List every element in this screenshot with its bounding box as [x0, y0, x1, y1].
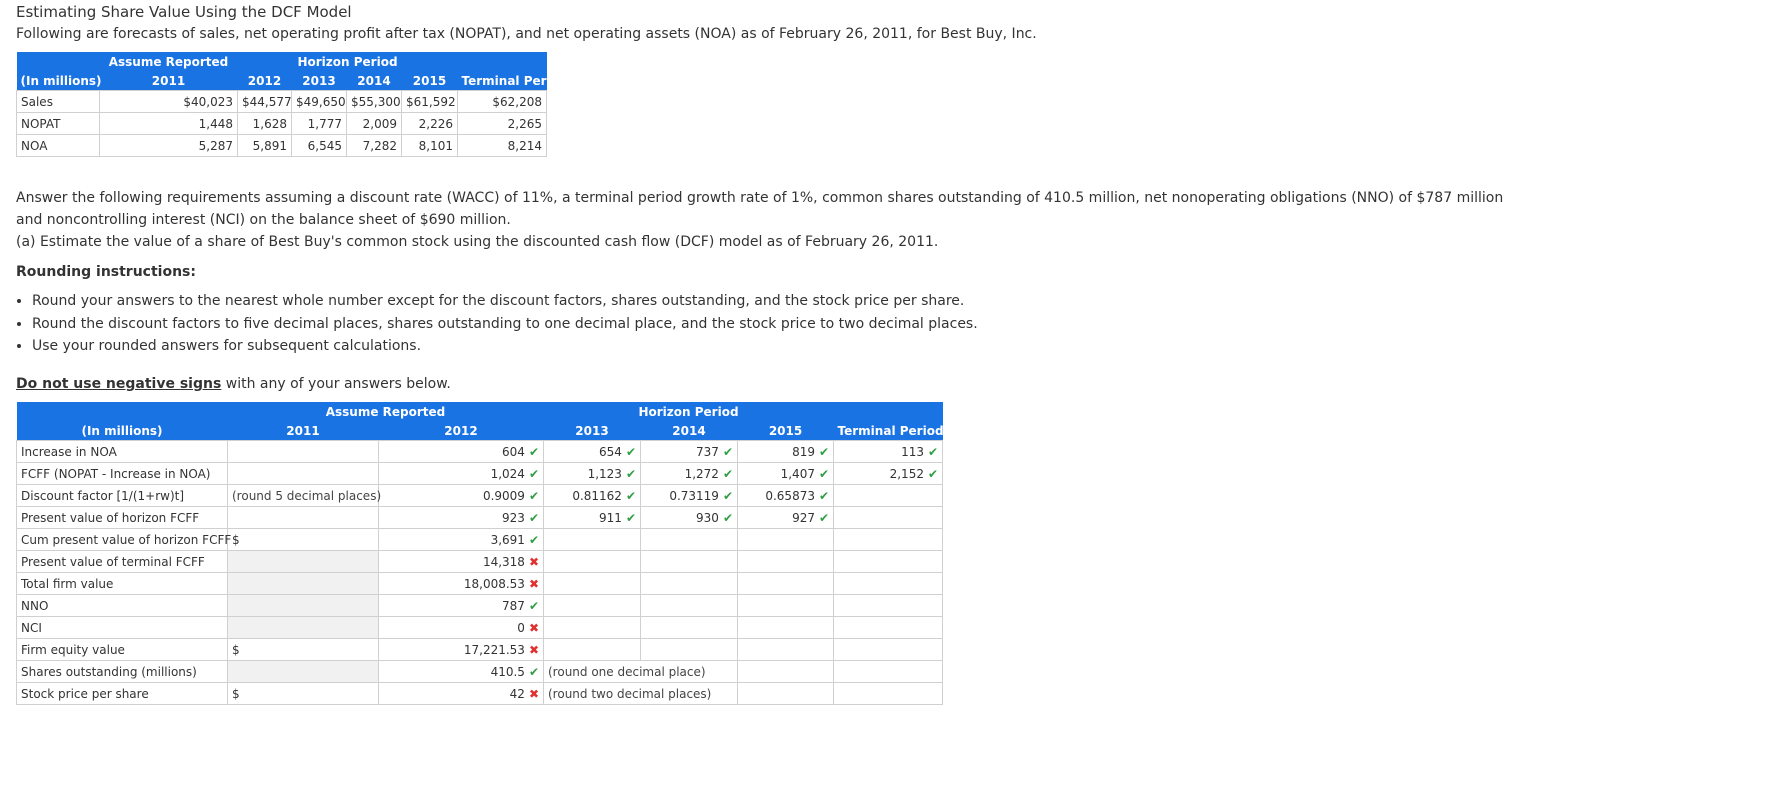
empty-cell	[738, 595, 834, 617]
table-row	[17, 639, 943, 661]
table-cell: 5,891	[238, 135, 292, 157]
empty-cell	[834, 639, 943, 661]
row-label: Present value of terminal FCFF	[17, 551, 228, 573]
row-label: NCI	[17, 617, 228, 639]
table-cell: 2,009	[347, 113, 402, 135]
answer-field[interactable]	[641, 463, 738, 485]
check-icon: ✔	[625, 444, 636, 459]
check-icon: ✔	[818, 444, 830, 459]
note-text: with any of your answers below.	[221, 376, 451, 392]
check-icon: ✔	[625, 510, 636, 525]
row-label: Stock price per share	[17, 683, 228, 705]
answer-value: 3,691	[490, 532, 525, 547]
answer-value: 18,008.53	[463, 576, 525, 591]
header-year: 2013	[544, 421, 641, 441]
empty-cell	[228, 463, 379, 485]
answer-value: 819	[792, 444, 815, 459]
answer-value: 113	[901, 444, 924, 459]
cross-icon: ✖	[528, 642, 539, 657]
empty-cell	[228, 441, 379, 463]
check-icon: ✔	[625, 488, 636, 503]
table-row	[17, 441, 943, 463]
empty-cell	[641, 595, 738, 617]
empty-cell	[834, 507, 943, 529]
currency-prefix: $	[228, 639, 379, 661]
empty-cell	[544, 573, 641, 595]
answer-field[interactable]	[738, 441, 834, 463]
table-cell: 8,214	[458, 135, 547, 157]
answer-value: 787	[502, 598, 525, 613]
row-label: Discount factor [1/(1+rw)t]	[17, 485, 228, 507]
empty-cell	[834, 529, 943, 551]
header-year: 2011	[228, 421, 379, 441]
page-title: Estimating Share Value Using the DCF Model	[16, 3, 352, 21]
answer-field[interactable]	[379, 639, 544, 661]
negative-signs-note	[16, 374, 451, 394]
check-icon: ✔	[528, 598, 539, 613]
answer-field[interactable]	[544, 507, 641, 529]
table-row	[17, 529, 943, 551]
answer-field[interactable]	[379, 441, 544, 463]
header-cell	[834, 402, 943, 421]
empty-cell	[738, 573, 834, 595]
empty-cell	[738, 661, 834, 683]
currency-prefix: $	[228, 529, 379, 551]
table-row	[17, 551, 943, 573]
table-cell: $61,592	[402, 91, 458, 113]
answer-value: 14,318	[482, 554, 525, 569]
check-icon: ✔	[818, 466, 830, 481]
answer-field[interactable]	[641, 485, 738, 507]
answer-field[interactable]	[641, 441, 738, 463]
cross-icon: ✖	[528, 576, 539, 591]
list-item: • Round your answers to the nearest whole number except for the discount factors, shares outstanding, and the stock price per share.	[32, 290, 978, 313]
table-cell: 8,101	[402, 135, 458, 157]
cross-icon: ✖	[528, 554, 539, 569]
check-icon: ✔	[528, 444, 539, 459]
answer-value: 0.73119	[669, 488, 719, 503]
table-cell: 1,777	[292, 113, 347, 135]
empty-cell	[641, 551, 738, 573]
empty-cell	[834, 573, 943, 595]
list-item: • Round the discount factors to five decimal places, shares outstanding to one decimal place, and the stock price to two decimal places.	[32, 313, 978, 336]
answer-field[interactable]	[379, 485, 544, 507]
empty-cell	[228, 617, 379, 639]
empty-cell	[834, 683, 943, 705]
empty-cell	[544, 529, 641, 551]
empty-cell	[228, 573, 379, 595]
answer-value: 923	[502, 510, 525, 525]
table-row	[17, 683, 943, 705]
list-item: • Use your rounded answers for subsequent calculations.	[32, 335, 978, 358]
table-cell: 7,282	[347, 135, 402, 157]
answer-field[interactable]	[641, 507, 738, 529]
check-icon: ✔	[528, 466, 539, 481]
empty-cell	[738, 551, 834, 573]
empty-cell	[544, 639, 641, 661]
answer-field[interactable]	[379, 661, 544, 683]
cross-icon: ✖	[528, 686, 539, 701]
answer-field[interactable]	[544, 441, 641, 463]
header-in-millions: (In millions)	[17, 421, 228, 441]
answer-value: 17,221.53	[463, 642, 525, 657]
row-label: NOPAT	[17, 113, 100, 135]
empty-cell	[738, 683, 834, 705]
answer-value: 654	[599, 444, 622, 459]
empty-cell	[228, 551, 379, 573]
header-assume-reported: Assume Reported	[100, 52, 238, 71]
check-icon: ✔	[927, 466, 939, 481]
empty-cell	[834, 661, 943, 683]
empty-cell	[228, 661, 379, 683]
row-label: NOA	[17, 135, 100, 157]
table-cell: 2,226	[402, 113, 458, 135]
intro-text: Following are forecasts of sales, net operating profit after tax (NOPAT), and net operating assets (NOA) as of February 26, 2011, for Best Buy, Inc.	[16, 26, 1037, 42]
answer-field[interactable]	[544, 485, 641, 507]
header-terminal-period: Terminal Period	[834, 421, 943, 441]
table-row	[17, 573, 943, 595]
answer-value: 2,152	[889, 466, 924, 481]
rounding-heading: Rounding instructions:	[16, 264, 196, 280]
table-row	[17, 91, 547, 113]
table-row	[17, 661, 943, 683]
answer-value: 930	[696, 510, 719, 525]
empty-cell	[738, 617, 834, 639]
answer-value: 0.81162	[572, 488, 622, 503]
rounding-instructions-list	[14, 290, 978, 358]
check-icon: ✔	[722, 488, 733, 503]
check-icon: ✔	[927, 444, 939, 459]
instruction-text: (round one decimal place)	[544, 661, 738, 683]
answer-value: 737	[696, 444, 719, 459]
row-label: Increase in NOA	[17, 441, 228, 463]
row-label: FCFF (NOPAT - Increase in NOA)	[17, 463, 228, 485]
check-icon: ✔	[625, 466, 636, 481]
empty-cell	[834, 485, 943, 507]
answer-field[interactable]	[379, 683, 544, 705]
header-assume-reported: Assume Reported	[228, 402, 544, 421]
table-row	[17, 135, 547, 157]
header-year: 2012	[379, 421, 544, 441]
answer-value: 0	[517, 620, 525, 635]
check-icon: ✔	[528, 510, 539, 525]
table-row	[17, 507, 943, 529]
answer-value: 0.65873	[765, 488, 815, 503]
table-cell: 2,265	[458, 113, 547, 135]
table-cell: $40,023	[100, 91, 238, 113]
table-cell: $49,650	[292, 91, 347, 113]
empty-cell	[641, 573, 738, 595]
check-icon: ✔	[722, 444, 733, 459]
table-cell: 1,448	[100, 113, 238, 135]
row-label: Shares outstanding (millions)	[17, 661, 228, 683]
empty-cell	[544, 617, 641, 639]
table-row	[17, 617, 943, 639]
dcf-answer-table	[16, 402, 943, 705]
table-row	[17, 595, 943, 617]
answer-field[interactable]	[738, 463, 834, 485]
empty-cell	[641, 617, 738, 639]
forecast-table	[16, 52, 568, 157]
check-icon: ✔	[528, 488, 539, 503]
answer-field[interactable]	[379, 617, 544, 639]
answer-value: 604	[502, 444, 525, 459]
table-row	[17, 485, 943, 507]
header-year: 2011	[100, 71, 238, 91]
answer-value: 927	[792, 510, 815, 525]
answer-field[interactable]	[379, 573, 544, 595]
answer-value: 42	[509, 686, 525, 701]
table-cell: $62,208	[458, 91, 547, 113]
check-icon: ✔	[528, 664, 539, 679]
check-icon: ✔	[528, 532, 539, 547]
check-icon: ✔	[818, 488, 830, 503]
cross-icon: ✖	[528, 620, 539, 635]
instruction-text: (round two decimal places)	[544, 683, 738, 705]
answer-field[interactable]	[834, 463, 943, 485]
empty-cell	[544, 551, 641, 573]
empty-cell	[641, 529, 738, 551]
header-in-millions: (In millions)	[17, 71, 100, 91]
header-cell	[458, 52, 547, 71]
empty-cell	[834, 617, 943, 639]
instruction-text: (round 5 decimal places)	[228, 485, 379, 507]
row-label: NNO	[17, 595, 228, 617]
header-terminal-period: Terminal Period	[458, 71, 547, 91]
empty-cell	[544, 595, 641, 617]
empty-cell	[738, 529, 834, 551]
answer-value: 911	[599, 510, 622, 525]
answer-field[interactable]	[379, 507, 544, 529]
empty-cell	[834, 595, 943, 617]
table-cell: $44,577	[238, 91, 292, 113]
row-label: Total firm value	[17, 573, 228, 595]
empty-cell	[641, 639, 738, 661]
requirements-text: Answer the following requirements assuming a discount rate (WACC) of 11%, a terminal period growth rate of 1%, common shares outstanding of 410.5 million, net nonoperating obligations (NNO) of $787 million and noncontrolling interest (NCI) on the balance sheet of $690 million.	[16, 190, 1504, 228]
row-label: Present value of horizon FCFF	[17, 507, 228, 529]
empty-cell	[228, 507, 379, 529]
table-row	[17, 463, 943, 485]
answer-value: 0.9009	[482, 488, 525, 503]
table-cell: 5,287	[100, 135, 238, 157]
answer-field[interactable]	[379, 551, 544, 573]
answer-field[interactable]	[379, 529, 544, 551]
answer-field[interactable]	[544, 463, 641, 485]
row-label: Cum present value of horizon FCFF	[17, 529, 228, 551]
answer-field[interactable]	[379, 463, 544, 485]
table-row	[17, 113, 547, 135]
empty-cell	[228, 595, 379, 617]
header-year: 2014	[347, 71, 402, 91]
header-cell	[17, 52, 100, 71]
header-horizon-period: Horizon Period	[238, 52, 458, 71]
answer-field[interactable]	[379, 595, 544, 617]
check-icon: ✔	[818, 510, 830, 525]
header-year: 2015	[402, 71, 458, 91]
answer-value: 1,272	[684, 466, 719, 481]
currency-prefix: $	[228, 683, 379, 705]
header-year: 2014	[641, 421, 738, 441]
answer-field[interactable]	[834, 441, 943, 463]
header-year: 2013	[292, 71, 347, 91]
check-icon: ✔	[722, 466, 733, 481]
empty-cell	[738, 639, 834, 661]
answer-value: 1,123	[587, 466, 622, 481]
header-year: 2015	[738, 421, 834, 441]
header-cell	[17, 402, 228, 421]
header-year: 2012	[238, 71, 292, 91]
table-cell: $55,300	[347, 91, 402, 113]
answer-field[interactable]	[738, 507, 834, 529]
header-horizon-period: Horizon Period	[544, 402, 834, 421]
answer-value: 1,407	[780, 466, 815, 481]
part-a-text: (a) Estimate the value of a share of Best Buy's common stock using the discounted cash flow (DCF) model as of February 26, 2011.	[16, 234, 939, 250]
answer-field[interactable]	[738, 485, 834, 507]
note-emphasis: Do not use negative signs	[16, 376, 222, 392]
answer-value: 410.5	[490, 664, 525, 679]
row-label: Firm equity value	[17, 639, 228, 661]
empty-cell	[834, 551, 943, 573]
answer-value: 1,024	[490, 466, 525, 481]
row-label: Sales	[17, 91, 100, 113]
table-cell: 6,545	[292, 135, 347, 157]
check-icon: ✔	[722, 510, 733, 525]
table-cell: 1,628	[238, 113, 292, 135]
